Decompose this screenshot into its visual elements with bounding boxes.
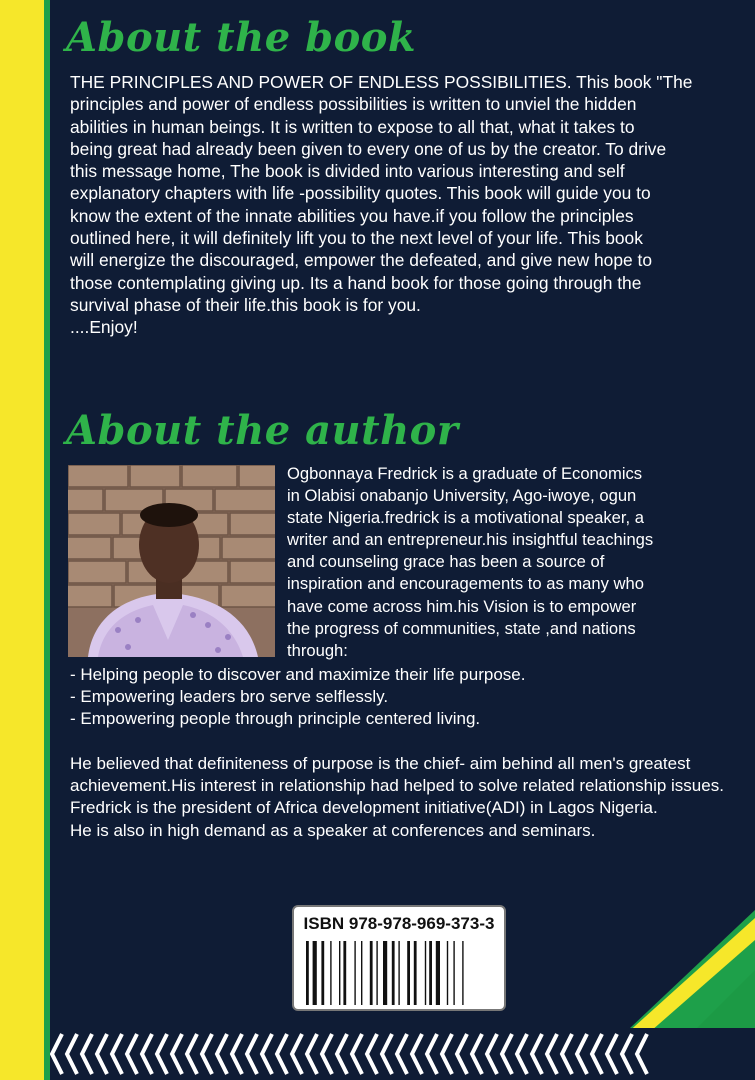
barcode-icon — [304, 941, 494, 1005]
isbn-label: ISBN 978-978-969-373-3 — [303, 914, 495, 933]
about-author-heading: About the author — [66, 407, 459, 454]
book-line: this message home, The book is divided into various interesting and self — [70, 161, 625, 182]
book-line: being great had already been given to every one of us by the creator. To drive — [70, 138, 667, 159]
book-line: know the extent of the innate abilities you have.if you follow the principles — [70, 205, 634, 226]
book-line: principles and power of endless possibilities is written to unviel the hidden — [70, 94, 637, 115]
paragraph: He is also in high demand as a speaker at conferences and seminars. — [70, 820, 596, 840]
list-item: - Empowering leaders bro serve selflessly. — [70, 687, 389, 707]
book-line: outlined here, it will definitely lift you to the next level of your life. This book — [70, 228, 643, 249]
list-item: - Empowering people through principle centered living. — [70, 709, 481, 729]
bio-line: through: — [287, 640, 348, 660]
vision-list — [70, 664, 730, 731]
yellow-side-stripe — [0, 0, 44, 1080]
bio-line: state Nigeria.fredrick is a motivational speaker, a — [287, 508, 644, 528]
author-extra-info — [70, 753, 730, 842]
book-line: ....Enjoy! — [70, 317, 138, 338]
bio-line: inspiration and encouragements to as many who — [287, 574, 644, 594]
book-line: survival phase of their life.this book is for you. — [70, 294, 421, 315]
bio-line: in Olabisi onabanjo University, Ago-iwoye, ogun — [287, 486, 637, 506]
book-line: abilities in human beings. It is written to expose to all that, what it takes to — [70, 116, 635, 137]
green-side-stripe — [44, 0, 50, 1080]
about-book-heading: About the book — [66, 14, 417, 61]
bio-line: writer and an entrepreneur.his insightful teachings — [287, 530, 654, 550]
bio-line: Ogbonnaya Fredrick is a graduate of Economics — [287, 464, 643, 483]
bio-line: have come across him.his Vision is to empower — [287, 596, 637, 616]
author-bio — [287, 463, 697, 662]
paragraph: He believed that definiteness of purpose is the chief- aim behind all men's greatest achievement.His interest in relationship had helped to solve related relationship issues. — [70, 754, 724, 796]
list-item: - Helping people to discover and maximize their life purpose. — [70, 665, 526, 684]
book-line: THE PRINCIPLES AND POWER OF ENDLESS POSSIBILITIES. This book "The — [70, 72, 693, 92]
chevron-pattern-decoration — [50, 1028, 755, 1080]
author-photo — [68, 465, 275, 657]
book-line: will energize the discouraged, empower the defeated, and give new hope to — [70, 250, 653, 271]
bio-line: and counseling grace has been a source of — [287, 552, 605, 572]
book-line: those contemplating giving up. Its a hand book for those going through the — [70, 272, 642, 293]
book-line: explanatory chapters with life -possibility quotes. This book will guide you to — [70, 183, 651, 204]
book-description — [70, 71, 730, 339]
bio-line: the progress of communities, state ,and nations — [287, 618, 636, 638]
isbn-barcode-box — [292, 905, 506, 1011]
paragraph: Fredrick is the president of Africa development initiative(ADI) in Lagos Nigeria. — [70, 798, 658, 818]
